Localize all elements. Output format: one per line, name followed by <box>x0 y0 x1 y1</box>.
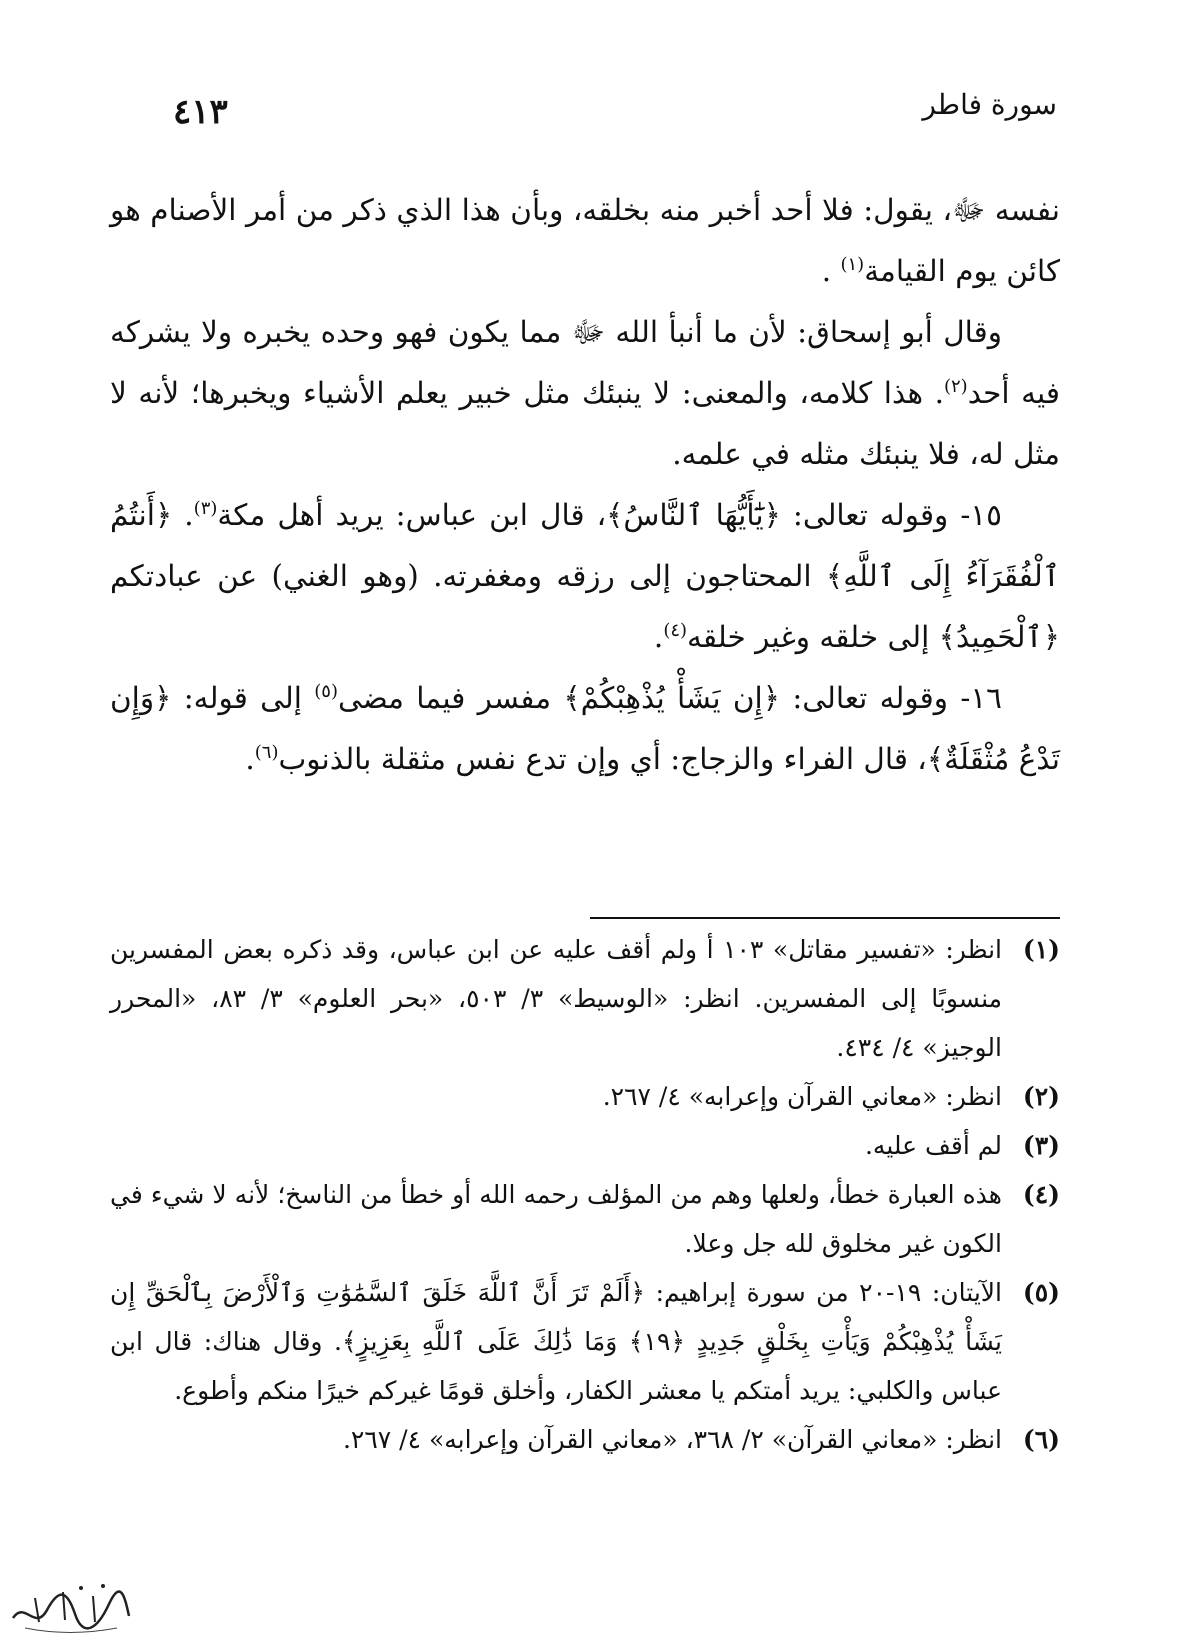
footnote-ref-5[interactable]: (٥) <box>314 681 338 703</box>
footnote-text: لم أقف عليه. <box>864 1131 1002 1160</box>
main-text <box>110 180 1060 790</box>
footnote-text: انظر: «معاني القرآن» ٢/ ٣٦٨، «معاني القرآن وإعرابه» ٤/ ٢٦٧. <box>342 1425 1002 1454</box>
footnote-ref-2[interactable]: (٢) <box>943 376 968 398</box>
text-run: . <box>653 620 664 654</box>
footnote-text: هذه العبارة خطأ، ولعلها وهم من المؤلف رحمه الله أو خطأ من الناسخ؛ لأنه لا شيء في الكون غير مخلوق لله جل وعلا. <box>110 1180 1002 1258</box>
quran-quote: ﴿ٱلْحَمِيدُ﴾ <box>938 620 1060 654</box>
footnote-text: الآيتان: ١٩-٢٠ من سورة إبراهيم: ﴿أَلَمْ تَرَ أَنَّ ٱللَّهَ خَلَقَ ٱلسَّمَٰوَٰتِ وَٱلْأَرْضَ بِٱلْحَقِّ إِن يَشَأْ يُذْهِبْكُمْ وَيَأْتِ بِخَلْقٍ جَدِيدٍ ﴿١٩﴾ وَمَا ذَٰلِكَ عَلَى ٱللَّهِ بِعَزِيزٍ﴾. وقال هناك: قال ابن عباس والكلبي: يريد أمتكم يا معشر الكفار، وأخلق قومًا غيركم خيرًا منكم وأطوع. <box>110 1278 1002 1405</box>
paragraph-2 <box>110 302 1060 485</box>
text-run: ، قال الفراء والزجاج: أي وإن تدع نفس مثقلة بالذنوب <box>278 742 927 776</box>
footnote-number: (٤) <box>1022 1180 1060 1209</box>
surah-title: سورة فاطر <box>922 88 1057 121</box>
text-run: ١٦- وقوله تعالى: <box>780 681 1003 715</box>
footnote-number: (٦) <box>1022 1425 1060 1454</box>
footnote-1 <box>110 925 1060 1072</box>
footnote-ref-6[interactable]: (٦) <box>254 742 279 764</box>
footnote-3 <box>110 1121 1060 1170</box>
paragraph-4 <box>110 668 1060 790</box>
text-run: ١٥- وقوله تعالى: <box>780 498 1002 532</box>
text-run: وقال أبو إسحاق: لأن ما أنبأ الله ﷻ مما يكون فهو وحده يخبره ولا يشركه فيه أحد <box>110 315 1060 410</box>
page-number: ٤١٣ <box>173 92 228 132</box>
footnote-text: انظر: «معاني القرآن وإعرابه» ٤/ ٢٦٧. <box>602 1082 1002 1111</box>
paragraph-1 <box>110 180 1060 302</box>
text-run: نفسه ﷻ، يقول: فلا أحد أخبر منه بخلقه، وبأن هذا الذي ذكر من أمر الأصنام هو كائن يوم القيامة <box>110 193 1060 288</box>
quran-quote: ﴿أَنتُمُ ٱلْفُقَرَآءُ إِلَى ٱللَّهِ﴾ <box>110 498 1060 593</box>
text-run: إلى قوله: <box>171 681 315 715</box>
text-run: المحتاجون إلى رزقه ومغفرته. (وهو الغني) عن عبادتكم <box>110 559 826 593</box>
text-run: . <box>172 498 194 532</box>
footnote-4 <box>110 1170 1060 1268</box>
footnote-number: (١) <box>1022 935 1060 964</box>
text-run: . <box>821 254 841 288</box>
text-run: إلى خلقه وغير خلقه <box>687 620 939 654</box>
footnote-divider <box>590 917 1060 919</box>
text-run: ، قال ابن عباس: يريد أهل مكة <box>217 498 607 532</box>
paragraph-3 <box>110 485 1060 668</box>
footnote-2 <box>110 1072 1060 1121</box>
footnote-6 <box>110 1415 1060 1464</box>
text-run: . <box>245 742 255 776</box>
footnote-ref-3[interactable]: (٣) <box>193 498 218 520</box>
footnote-text: انظر: «تفسير مقاتل» ١٠٣ أ ولم أقف عليه عن ابن عباس، وقد ذكره بعض المفسرين منسوبًا إلى المفسرين. انظر: «الوسيط» ٣/ ٥٠٣، «بحر العلوم» ٣/ ٨٣، «المحرر الوجيز» ٤/ ٤٣٤. <box>110 935 1003 1062</box>
footnote-number: (٣) <box>1022 1131 1060 1160</box>
text-run: مفسر فيما مضى <box>338 681 564 715</box>
footnote-number: (٢) <box>1022 1082 1060 1111</box>
footnotes <box>110 925 1060 1464</box>
footnote-ref-4[interactable]: (٤) <box>663 620 688 642</box>
quran-quote: ﴿وَإِن تَدْعُ مُثْقَلَةٌ﴾ <box>110 681 1060 776</box>
quran-quote: ﴿يَٰٓأَيُّهَا ٱلنَّاسُ﴾ <box>606 498 781 532</box>
footnote-5 <box>110 1268 1060 1415</box>
watermark-logo-icon <box>5 1570 135 1640</box>
text-run: . هذا كلامه، والمعنى: لا ينبئك مثل خبير يعلم الأشياء ويخبرها؛ لأنه لا مثل له، فلا ينبئك مثله في علمه. <box>110 376 1060 471</box>
quran-quote: ﴿إِن يَشَأْ يُذْهِبْكُمْ﴾ <box>563 681 781 715</box>
footnote-number: (٥) <box>1022 1278 1060 1307</box>
footnote-ref-1[interactable]: (١) <box>840 254 865 276</box>
